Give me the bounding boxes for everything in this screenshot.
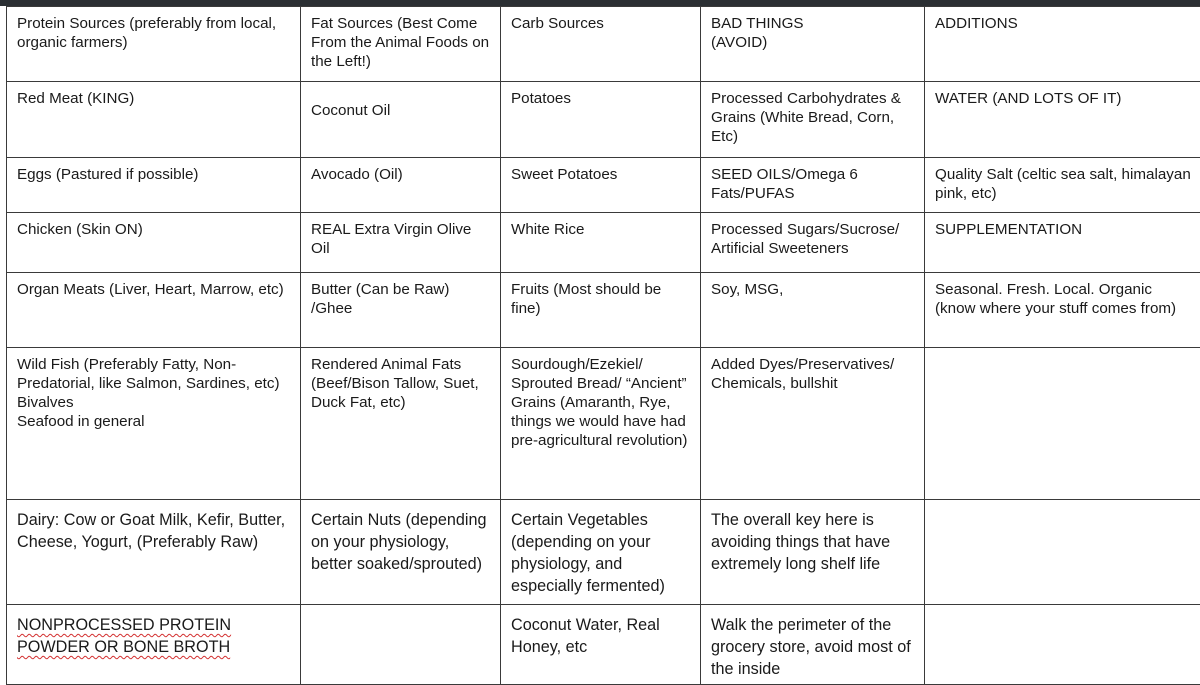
bad-things-cell: Walk the perimeter of the grocery store, avoid most of the inside	[701, 605, 925, 685]
additions-cell: SUPPLEMENTATION	[925, 213, 1200, 273]
carb-cell: Coconut Water, Real Honey, etc	[501, 605, 701, 685]
bad-things-cell: The overall key here is avoiding things that have extremely long shelf life	[701, 500, 925, 605]
fat-cell: Coconut Oil	[301, 82, 501, 158]
fat-cell: Rendered Animal Fats (Beef/Bison Tallow, Suet, Duck Fat, etc)	[301, 348, 501, 500]
fat-cell	[301, 605, 501, 685]
protein-cell	[7, 605, 301, 685]
additions-cell: Seasonal. Fresh. Local. Organic (know where your stuff comes from)	[925, 273, 1200, 348]
bad-things-cell: SEED OILS/Omega 6 Fats/PUFAS	[701, 158, 925, 213]
table-row	[7, 605, 1200, 685]
bad-things-cell: Added Dyes/Preservatives/ Chemicals, bullshit	[701, 348, 925, 500]
header-bad-things: BAD THINGS (AVOID)	[701, 7, 925, 82]
protein-cell: Dairy: Cow or Goat Milk, Kefir, Butter, Cheese, Yogurt, (Preferably Raw)	[7, 500, 301, 605]
protein-cell: Wild Fish (Preferably Fatty, Non-Predatorial, like Salmon, Sardines, etc) Bivalves Seafood in general	[7, 348, 301, 500]
table-row	[7, 273, 1200, 348]
carb-cell: Sweet Potatoes	[501, 158, 701, 213]
header-additions: ADDITIONS	[925, 7, 1200, 82]
additions-cell: WATER (AND LOTS OF IT)	[925, 82, 1200, 158]
bad-things-cell: Soy, MSG,	[701, 273, 925, 348]
table-row	[7, 500, 1200, 605]
protein-cell: Eggs (Pastured if possible)	[7, 158, 301, 213]
additions-cell	[925, 500, 1200, 605]
carb-cell: White Rice	[501, 213, 701, 273]
additions-cell	[925, 605, 1200, 685]
table-row	[7, 82, 1200, 158]
additions-cell: Quality Salt (celtic sea salt, himalayan pink, etc)	[925, 158, 1200, 213]
bad-things-cell: Processed Carbohydrates & Grains (White Bread, Corn, Etc)	[701, 82, 925, 158]
fat-cell: REAL Extra Virgin Olive Oil	[301, 213, 501, 273]
carb-cell: Certain Vegetables (depending on your physiology, and especially fermented)	[501, 500, 701, 605]
header-row	[7, 7, 1200, 82]
table-row	[7, 158, 1200, 213]
carb-cell: Fruits (Most should be fine)	[501, 273, 701, 348]
table-row	[7, 213, 1200, 273]
fat-cell: Avocado (Oil)	[301, 158, 501, 213]
header-carb-sources: Carb Sources	[501, 7, 701, 82]
fat-cell: Certain Nuts (depending on your physiology, better soaked/sprouted)	[301, 500, 501, 605]
protein-cell: Chicken (Skin ON)	[7, 213, 301, 273]
carb-cell: Potatoes	[501, 82, 701, 158]
spellcheck-underlined-text: NONPROCESSED PROTEIN POWDER OR BONE BROTH	[17, 616, 231, 656]
additions-cell	[925, 348, 1200, 500]
carb-cell: Sourdough/Ezekiel/ Sprouted Bread/ “Ancient” Grains (Amaranth, Rye, things we would have had pre-agricultural revolution)	[501, 348, 701, 500]
bad-things-cell: Processed Sugars/Sucrose/ Artificial Sweeteners	[701, 213, 925, 273]
protein-cell: Red Meat (KING)	[7, 82, 301, 158]
header-fat-sources: Fat Sources (Best Come From the Animal Foods on the Left!)	[301, 7, 501, 82]
fat-cell: Butter (Can be Raw) /Ghee	[301, 273, 501, 348]
header-protein-sources: Protein Sources (preferably from local, organic farmers)	[7, 7, 301, 82]
protein-cell: Organ Meats (Liver, Heart, Marrow, etc)	[7, 273, 301, 348]
food-guide-table	[6, 6, 1200, 685]
table-row	[7, 348, 1200, 500]
